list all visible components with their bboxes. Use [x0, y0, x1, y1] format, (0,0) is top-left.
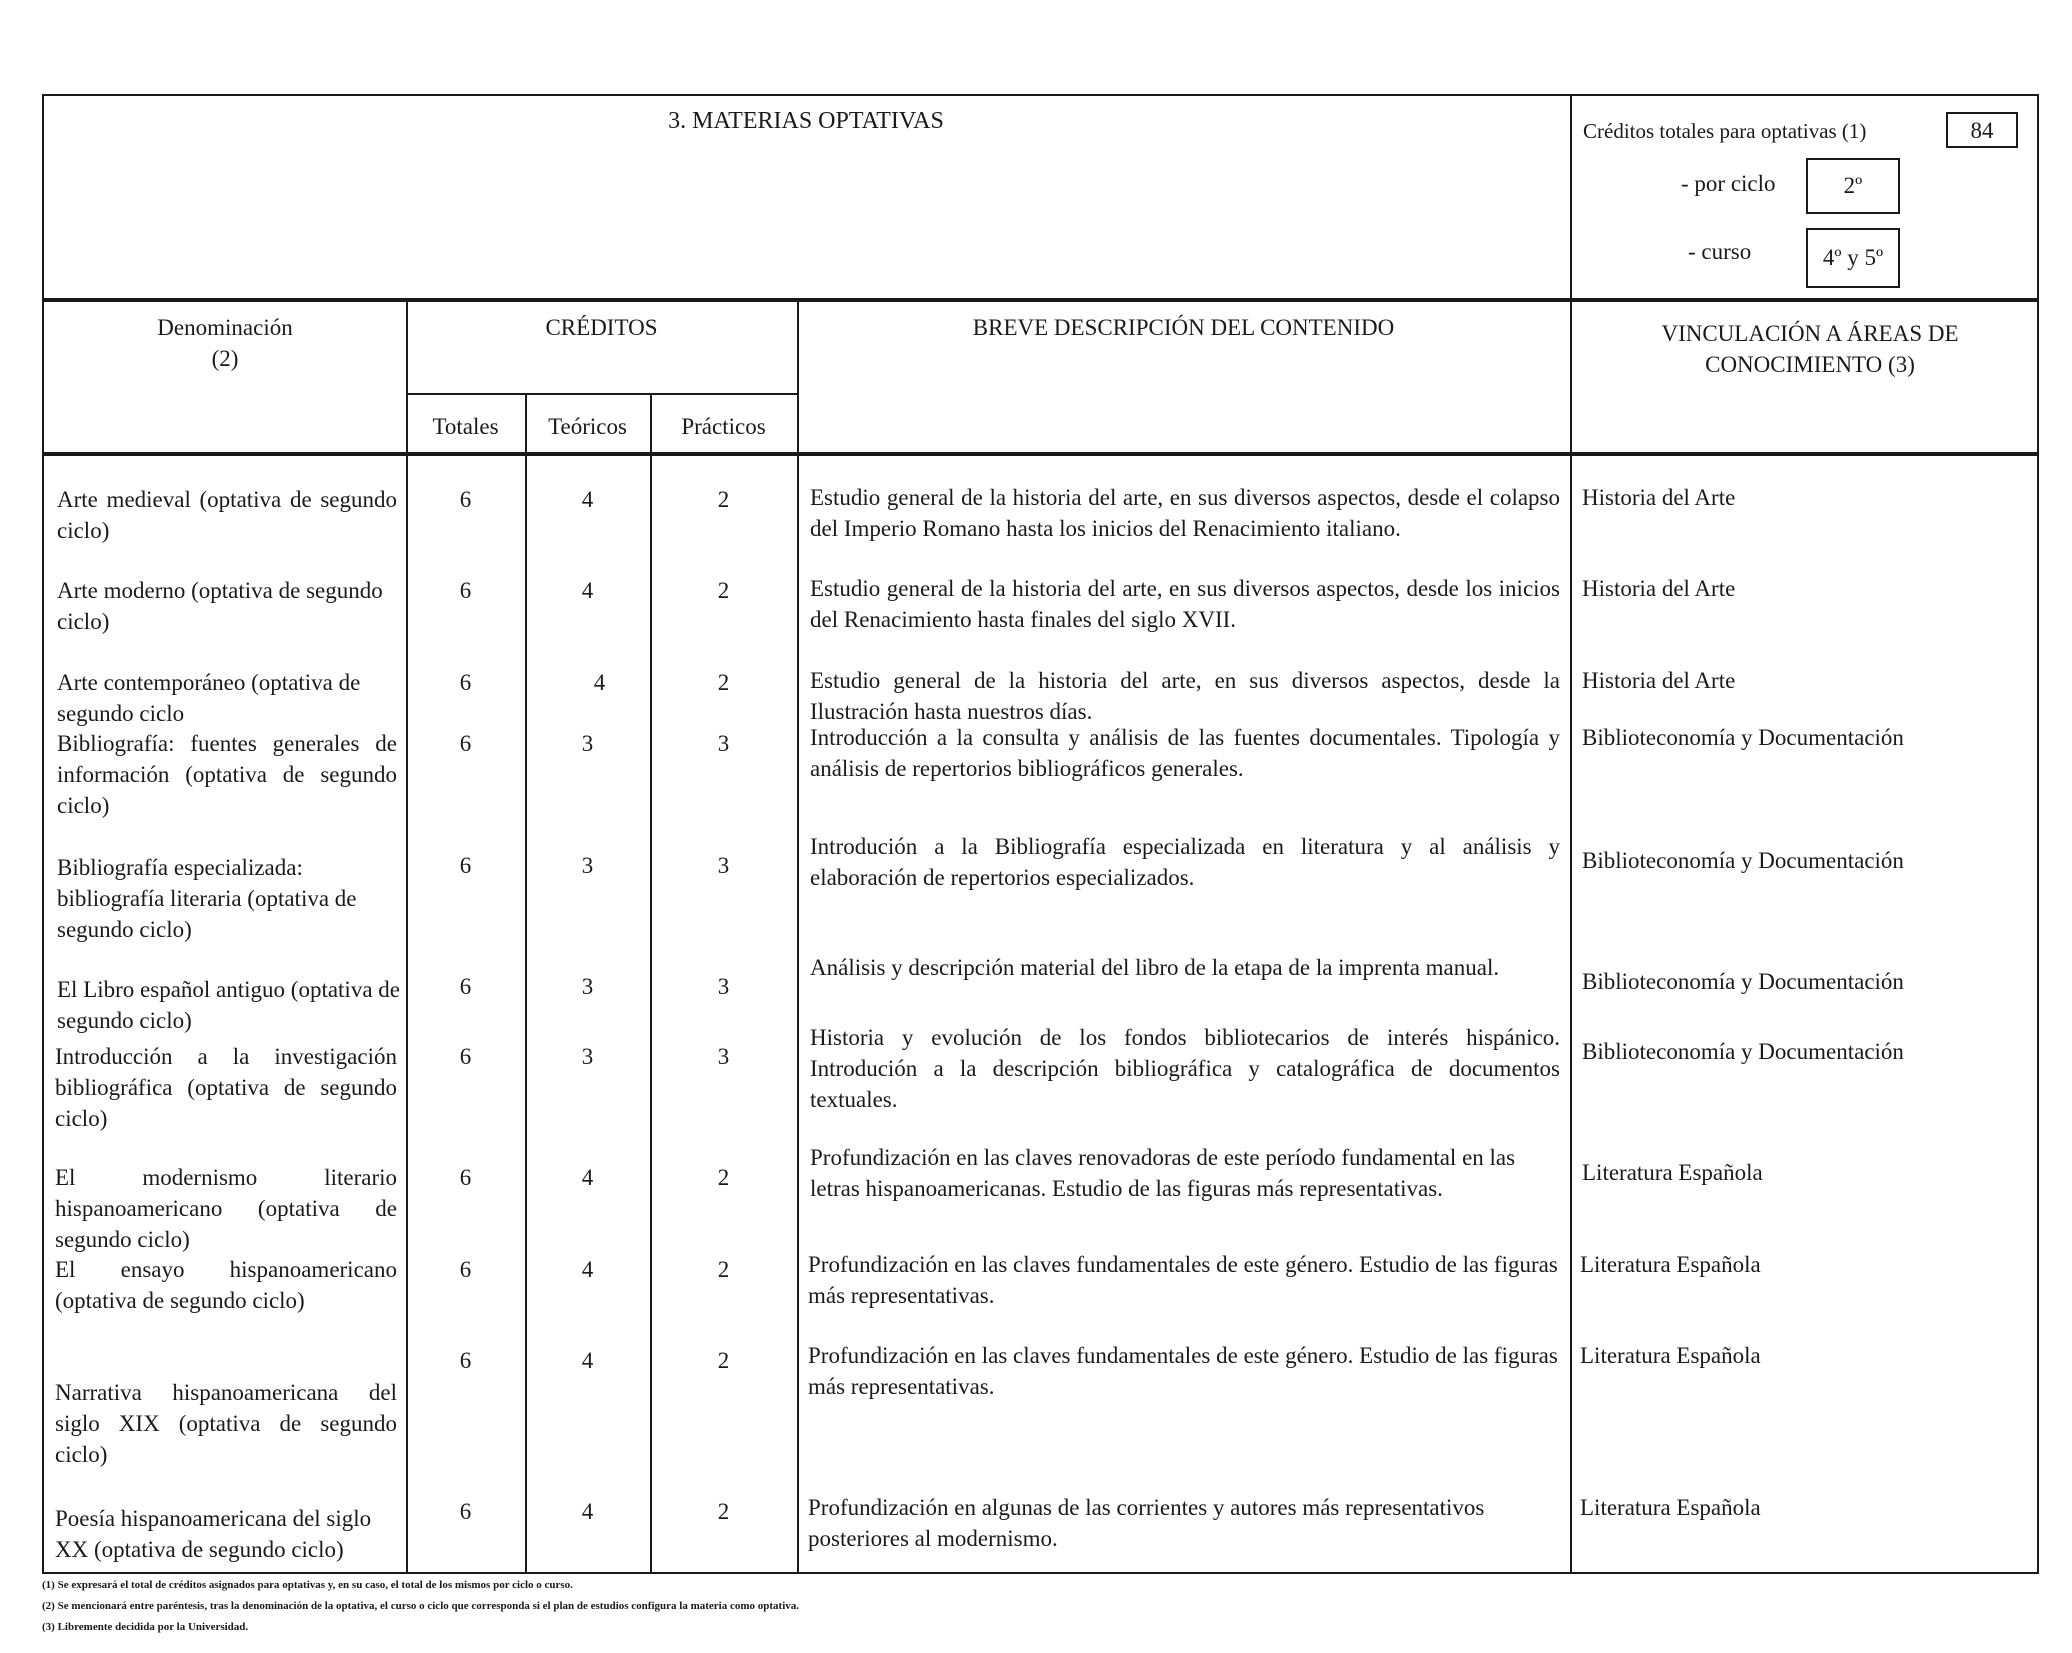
- row-5-totales: 6: [459, 974, 472, 999]
- row-8-practicos: 2: [717, 1257, 730, 1282]
- header-vinculacion: VINCULACIÓN A ÁREAS DE CONOCIMIENTO (3): [1661, 321, 1959, 377]
- por-ciclo-label: - por ciclo: [1681, 171, 1776, 196]
- row-2-name: Arte contemporáneo (optativa de segundo ciclo: [57, 670, 361, 726]
- row-7-teoricos: 4: [581, 1165, 594, 1190]
- row-9-descripcion: Profundización en las claves fundamentales de este género. Estudio de las figuras más representativas.: [808, 1343, 1558, 1399]
- row-0-practicos: 2: [717, 487, 730, 512]
- row-7-totales: 6: [459, 1165, 472, 1190]
- row-1-teoricos: 4: [581, 578, 594, 603]
- row-10-name: Poesía hispanoamericana del siglo XX (optativa de segundo ciclo): [55, 1506, 372, 1562]
- row-7-descripcion: Profundización en las claves renovadoras de este período fundamental en las letras hispanoamericanas. Estudio de las figuras más representativas.: [810, 1145, 1516, 1201]
- row-9-practicos: 2: [717, 1348, 730, 1373]
- row-0-totales: 6: [459, 487, 472, 512]
- footnote-1: (1) Se expresará el total de créditos asignados para optativas y, en su caso, el total de los mismos por ciclo o curso.: [42, 1579, 573, 1591]
- creditos-subheader-line: [406, 393, 797, 395]
- row-0-name: Arte medieval (optativa de segundo ciclo): [57, 487, 397, 543]
- header-creditos: CRÉDITOS: [545, 315, 658, 340]
- row-10-area: Literatura Española: [1580, 1495, 1761, 1520]
- row-6-area: Biblioteconomía y Documentación: [1582, 1039, 1904, 1064]
- row-6-descripcion: Historia y evolución de los fondos bibliotecarios de interés hispánico. Introdución a la descripción bibliográfica y catalográfica de documentos textuales.: [810, 1025, 1560, 1112]
- body-col-line-3: [650, 452, 652, 1574]
- row-8-descripcion: Profundización en las claves fundamentales de este género. Estudio de las figuras más representativas.: [808, 1252, 1558, 1308]
- row-8-area: Literatura Española: [1580, 1252, 1761, 1277]
- row-0-area: Historia del Arte: [1582, 485, 1736, 510]
- row-2-area: Historia del Arte: [1582, 668, 1736, 693]
- row-1-descripcion: Estudio general de la historia del arte, en sus diversos aspectos, desde los inicios del Renacimiento hasta finales del siglo XVII.: [810, 576, 1560, 632]
- row-4-totales: 6: [459, 853, 472, 878]
- row-1-totales: 6: [459, 578, 472, 603]
- header-denominacion: Denominación: [157, 315, 293, 340]
- row-7-name: El modernismo literario hispanoamericano (optativa de segundo ciclo): [55, 1165, 397, 1252]
- row-5-area: Biblioteconomía y Documentación: [1582, 969, 1904, 994]
- row-2-teoricos: 4: [593, 670, 606, 695]
- row-2-descripcion: Estudio general de la historia del arte, en sus diversos aspectos, desde la Ilustración hasta nuestros días.: [810, 668, 1560, 724]
- row-5-descripcion: Análisis y descripción material del libro de la etapa de la imprenta manual.: [810, 955, 1500, 980]
- row-1-area: Historia del Arte: [1582, 576, 1736, 601]
- row-4-area: Biblioteconomía y Documentación: [1582, 848, 1904, 873]
- row-9-name: Narrativa hispanoamericana del siglo XIX (optativa de segundo ciclo): [55, 1380, 397, 1467]
- row-8-name: El ensayo hispanoamericano (optativa de segundo ciclo): [55, 1257, 397, 1313]
- body-col-line-1: [406, 452, 408, 1574]
- row-7-area: Literatura Española: [1582, 1160, 1763, 1185]
- header-divider: [1570, 94, 1572, 302]
- footnote-3: (3) Libremente decidida por la Universidad.: [42, 1621, 249, 1633]
- row-4-practicos: 3: [717, 853, 730, 878]
- row-3-practicos: 3: [717, 731, 730, 756]
- curso-value: 4º y 5º: [1806, 228, 1900, 288]
- row-1-practicos: 2: [717, 578, 730, 603]
- body-col-line-5: [1570, 452, 1572, 1574]
- row-7-practicos: 2: [717, 1165, 730, 1190]
- credits-total-label: Créditos totales para optativas (1): [1583, 119, 1867, 143]
- row-6-practicos: 3: [717, 1044, 730, 1069]
- row-3-teoricos: 3: [581, 731, 594, 756]
- body-col-line-4: [797, 452, 799, 1574]
- body-col-line-2: [525, 452, 527, 1574]
- row-5-practicos: 3: [717, 974, 730, 999]
- row-0-descripcion: Estudio general de la historia del arte, en sus diversos aspectos, desde el colapso del Imperio Romano hasta los inicios del Renacimiento italiano.: [810, 485, 1560, 541]
- row-10-descripcion: Profundización en algunas de las corrientes y autores más representativos posteriores al modernismo.: [808, 1495, 1485, 1551]
- footnote-2: (2) Se mencionará entre paréntesis, tras la denominación de la optativa, el curso o ciclo que corresponda si el plan de estudios configura la materia como optativa.: [42, 1600, 800, 1612]
- header-denominacion-note: (2): [211, 346, 239, 371]
- header-teoricos: Teóricos: [548, 414, 627, 439]
- row-10-practicos: 2: [717, 1499, 730, 1524]
- row-1-name: Arte moderno (optativa de segundo ciclo): [57, 578, 383, 634]
- row-3-name: Bibliografía: fuentes generales de información (optativa de segundo ciclo): [57, 731, 397, 818]
- por-ciclo-value: 2º: [1806, 158, 1900, 214]
- credits-total-value: 84: [1946, 112, 2018, 148]
- row-3-totales: 6: [459, 731, 472, 756]
- row-8-totales: 6: [459, 1257, 472, 1282]
- row-4-descripcion: Introdución a la Bibliografía especializada en literatura y al análisis y elaboración de repertorios especializados.: [810, 834, 1560, 890]
- row-10-teoricos: 4: [581, 1499, 594, 1524]
- row-4-name: Bibliografía especializada: bibliografía literaria (optativa de segundo ciclo): [57, 855, 357, 942]
- row-6-totales: 6: [459, 1044, 472, 1069]
- row-6-name: Introducción a la investigación bibliográfica (optativa de segundo ciclo): [55, 1044, 397, 1131]
- row-10-totales: 6: [459, 1499, 472, 1524]
- header-col-line-5: [1570, 298, 1572, 456]
- row-0-teoricos: 4: [581, 487, 594, 512]
- header-descripcion: BREVE DESCRIPCIÓN DEL CONTENIDO: [972, 315, 1395, 340]
- curso-label: - curso: [1688, 239, 1752, 264]
- header-practicos: Prácticos: [681, 414, 766, 439]
- section-title: 3. MATERIAS OPTATIVAS: [668, 108, 944, 134]
- row-9-area: Literatura Española: [1580, 1343, 1761, 1368]
- row-6-teoricos: 3: [581, 1044, 594, 1069]
- row-9-teoricos: 4: [581, 1348, 594, 1373]
- row-8-teoricos: 4: [581, 1257, 594, 1282]
- header-totales: Totales: [432, 414, 499, 439]
- row-3-descripcion: Introducción a la consulta y análisis de las fuentes documentales. Tipología y análisis de repertorios bibliográficos generales.: [810, 725, 1560, 781]
- row-2-practicos: 2: [717, 670, 730, 695]
- row-3-area: Biblioteconomía y Documentación: [1582, 725, 1904, 750]
- row-4-teoricos: 3: [581, 853, 594, 878]
- row-2-totales: 6: [459, 670, 472, 695]
- row-5-teoricos: 3: [581, 974, 594, 999]
- row-9-totales: 6: [459, 1348, 472, 1373]
- row-5-name: El Libro español antiguo (optativa de segundo ciclo): [57, 977, 400, 1033]
